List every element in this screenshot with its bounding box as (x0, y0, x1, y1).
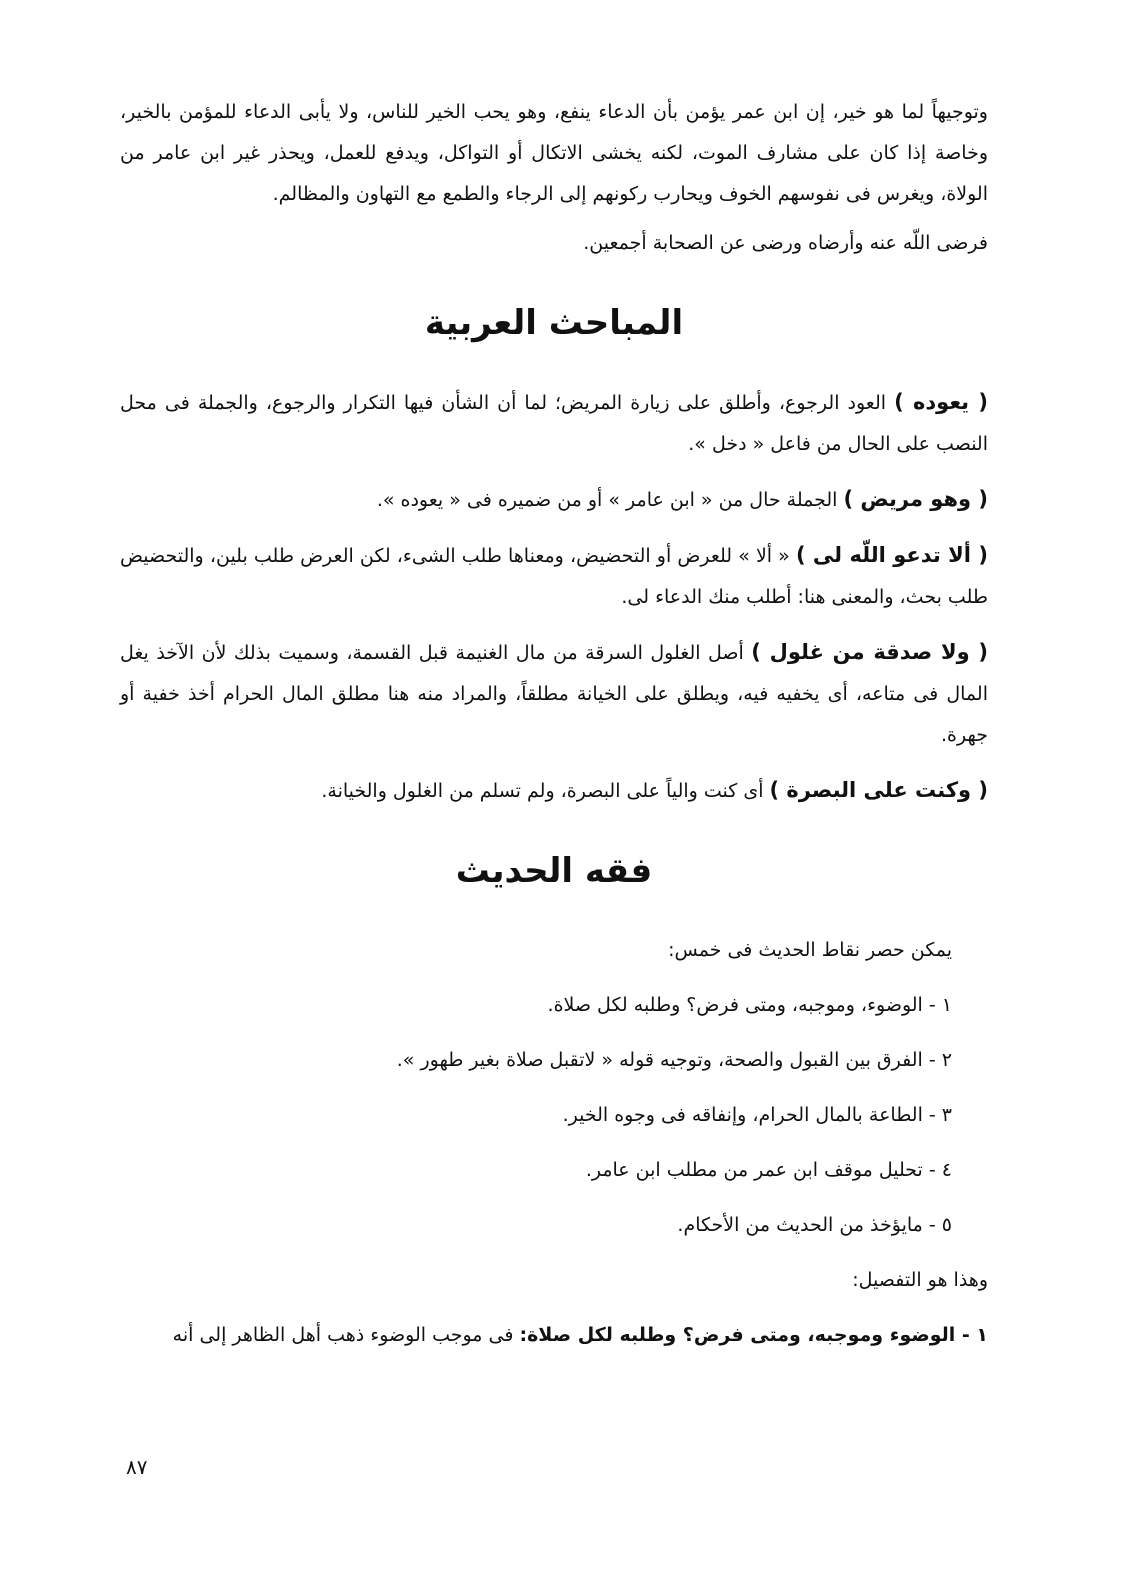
document-page (120, 92, 988, 1356)
definition-entry (120, 770, 988, 812)
detail-label: ١ - الوضوء وموجبه، ومتى فرض؟ وطلبه لكل صلاة: (519, 1324, 988, 1346)
list-item: ٥ - مايؤخذ من الحديث من الأحكام. (677, 1214, 952, 1236)
list-item: ١ - الوضوء، وموجبه، ومتى فرض؟ وطلبه لكل صلاة. (547, 994, 952, 1016)
section-heading-hadith-fiqh: فقه الحديث (455, 851, 653, 891)
definition-term: ( ولا صدقة من غلول ) (751, 640, 988, 664)
list-intro: يمكن حصر نقاط الحديث فى خمس: (668, 939, 952, 961)
definition-term: ( وكنت على البصرة ) (769, 778, 988, 802)
definition-entry (120, 479, 988, 521)
definition-entry (120, 535, 988, 618)
definition-text: الجملة حال من « ابن عامر » أو من ضميره فى « يعوده ». (376, 489, 844, 511)
definition-entry (120, 382, 988, 465)
detail-paragraph (120, 1315, 988, 1356)
details-intro: وهذا هو التفصيل: (852, 1269, 988, 1291)
definition-term: ( يعوده ) (894, 390, 988, 414)
list-item: ٢ - الفرق بين القبول والصحة، وتوجيه قوله « لاتقبل صلاة بغير طهور ». (396, 1049, 952, 1071)
definition-term: ( وهو مريض ) (843, 487, 988, 511)
definition-text: « ألا » للعرض أو التحضيض، ومعناها طلب الشىء، لكن العرض طلب بلين، والتحضيض طلب بحث، والمعنى هنا: أطلب منك الدعاء لى. (120, 545, 988, 608)
definition-text: أصل الغلول السرقة من مال الغنيمة قبل القسمة، وسميت بذلك لأن الآخذ يغل المال فى متاعه، أى يخفيه فيه، ويطلق على الخيانة مطلقاً، والمراد منه هنا مطلق المال الحرام أخذ خفية أو جهرة. (120, 642, 988, 746)
definition-term: ( ألا تدعو اللّه لى ) (795, 543, 989, 567)
list-item: ٣ - الطاعة بالمال الحرام، وإنفاقه فى وجوه الخير. (562, 1104, 952, 1126)
definition-text: العود الرجوع، وأطلق على زيارة المريض؛ لما أن الشأن فيها التكرار والرجوع، والجملة فى محل النصب على الحال من فاعل « دخل ». (120, 392, 988, 455)
section-heading-arabic-studies: المباحث العربية (424, 303, 684, 343)
definition-entry (120, 632, 988, 756)
list-item: ٤ - تحليل موقف ابن عمر من مطلب ابن عامر. (585, 1159, 952, 1181)
intro-paragraph: وتوجيهاً لما هو خير، إن ابن عمر يؤمن بأن الدعاء ينفع، وهو يحب الخير للناس، ولا يأبى الدعاء للمؤمن بالخير، وخاصة إذا كان على مشارف الموت، لكنه يخشى الاتكال أو التواكل، ويدفع للعمل، ويحذر غير ابن عامر من الولاة، ويغرس فى نفوسهم الخوف ويحارب ركونهم إلى الرجاء والطمع مع التهاون والمظالم. (120, 101, 988, 205)
page-number: ٨٧ (126, 1455, 148, 1479)
definition-text: أى كنت والياً على البصرة، ولم تسلم من الغلول والخيانة. (321, 780, 770, 802)
closing-line: فرضى اللّه عنه وأرضاه ورضى عن الصحابة أجمعين. (583, 232, 988, 254)
detail-text: فى موجب الوضوء ذهب أهل الظاهر إلى أنه (172, 1324, 520, 1346)
